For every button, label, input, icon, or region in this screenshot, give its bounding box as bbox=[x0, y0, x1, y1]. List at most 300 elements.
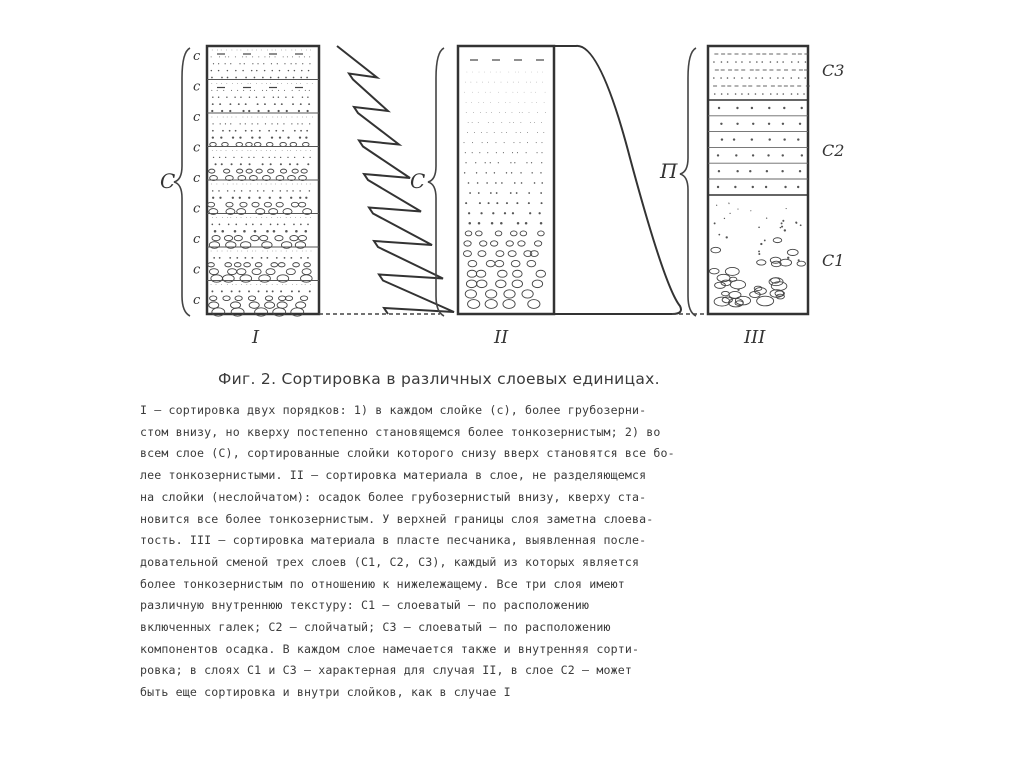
grain bbox=[506, 172, 507, 173]
grain bbox=[271, 123, 272, 124]
grain bbox=[721, 61, 723, 63]
grain bbox=[752, 186, 754, 188]
grain bbox=[306, 117, 307, 118]
grain bbox=[741, 61, 743, 63]
grain bbox=[263, 63, 264, 64]
grain bbox=[257, 123, 258, 124]
grain bbox=[241, 217, 242, 218]
grain bbox=[261, 217, 262, 218]
grain bbox=[293, 77, 295, 79]
grain bbox=[221, 284, 222, 285]
grain bbox=[306, 130, 308, 132]
grain bbox=[301, 70, 302, 71]
grain bbox=[735, 61, 737, 63]
grain bbox=[211, 110, 213, 112]
grain bbox=[248, 290, 250, 292]
grain bbox=[232, 150, 233, 151]
grain bbox=[261, 257, 263, 259]
grain bbox=[487, 142, 488, 143]
grain bbox=[291, 83, 292, 84]
grain bbox=[488, 202, 490, 204]
pebble bbox=[787, 249, 798, 255]
grain bbox=[241, 251, 242, 252]
grain bbox=[231, 117, 232, 118]
grain bbox=[513, 82, 514, 83]
grain bbox=[285, 77, 287, 79]
grain bbox=[221, 110, 223, 112]
grain bbox=[251, 136, 253, 138]
grain bbox=[513, 270, 523, 277]
grain bbox=[308, 103, 310, 105]
grain bbox=[292, 50, 293, 51]
grain bbox=[307, 257, 309, 259]
grain bbox=[804, 77, 806, 79]
grain bbox=[275, 50, 276, 51]
grain bbox=[295, 230, 298, 233]
grain bbox=[714, 93, 716, 95]
grain bbox=[787, 257, 789, 259]
grain bbox=[537, 72, 538, 73]
grain bbox=[277, 275, 289, 282]
grain bbox=[243, 117, 244, 118]
grain bbox=[225, 56, 226, 57]
grain bbox=[287, 56, 288, 57]
grain bbox=[266, 150, 267, 151]
grain bbox=[240, 202, 247, 207]
grain bbox=[226, 97, 227, 98]
grain bbox=[309, 190, 311, 192]
grain bbox=[782, 220, 784, 222]
pebble bbox=[757, 296, 774, 306]
grain bbox=[514, 182, 516, 184]
grain bbox=[264, 56, 265, 57]
grain bbox=[231, 163, 233, 165]
grain bbox=[755, 93, 757, 95]
grain bbox=[219, 224, 221, 226]
grain bbox=[782, 123, 784, 125]
grain bbox=[522, 290, 533, 298]
grain bbox=[491, 222, 494, 225]
grain bbox=[257, 110, 259, 112]
grain bbox=[481, 132, 482, 133]
grain bbox=[267, 110, 269, 112]
grain bbox=[306, 251, 307, 252]
grain bbox=[471, 82, 472, 83]
grain bbox=[266, 90, 267, 91]
grain bbox=[217, 184, 218, 185]
grain bbox=[464, 241, 471, 246]
grain bbox=[768, 107, 770, 109]
grain bbox=[214, 230, 217, 233]
grain bbox=[801, 107, 803, 109]
grain bbox=[487, 152, 488, 153]
grain bbox=[212, 150, 213, 151]
column-II-bed-letter: С bbox=[410, 169, 426, 193]
grain bbox=[495, 142, 496, 143]
grain bbox=[791, 93, 793, 95]
grain bbox=[766, 170, 768, 172]
grain bbox=[230, 63, 231, 64]
grain bbox=[727, 93, 729, 95]
grain bbox=[782, 77, 784, 79]
grain bbox=[223, 296, 230, 301]
grain bbox=[270, 83, 271, 84]
grain bbox=[295, 63, 296, 64]
grain bbox=[217, 90, 218, 91]
grain bbox=[491, 112, 492, 113]
grain bbox=[248, 150, 249, 151]
pebble bbox=[797, 261, 805, 266]
grain bbox=[484, 72, 485, 73]
grain bbox=[244, 63, 245, 64]
grain bbox=[250, 217, 251, 218]
grain bbox=[236, 284, 237, 285]
grain bbox=[280, 157, 281, 158]
grain bbox=[216, 150, 217, 151]
grain bbox=[248, 157, 249, 158]
grain bbox=[222, 217, 223, 218]
grain bbox=[257, 63, 258, 64]
grain bbox=[477, 82, 478, 83]
grain bbox=[541, 182, 543, 184]
grain bbox=[266, 269, 275, 275]
grain bbox=[290, 257, 292, 259]
grain bbox=[227, 251, 228, 252]
grain bbox=[237, 150, 238, 151]
grain bbox=[527, 142, 528, 143]
grain bbox=[465, 162, 466, 163]
grain bbox=[242, 184, 243, 185]
grain bbox=[278, 90, 279, 91]
grain bbox=[478, 192, 480, 194]
grain bbox=[211, 90, 212, 91]
grain bbox=[296, 150, 297, 151]
grain bbox=[504, 142, 505, 143]
grain bbox=[211, 70, 212, 71]
grain bbox=[235, 56, 236, 57]
grain bbox=[777, 61, 779, 63]
grain bbox=[783, 138, 785, 140]
grain bbox=[299, 190, 301, 192]
grain bbox=[265, 302, 275, 308]
grain bbox=[227, 70, 228, 71]
grain bbox=[727, 61, 729, 63]
grain bbox=[248, 83, 249, 84]
grain bbox=[729, 213, 730, 214]
grain bbox=[281, 103, 283, 105]
grain bbox=[272, 284, 273, 285]
grain bbox=[309, 123, 310, 124]
grain bbox=[232, 83, 233, 84]
grain bbox=[513, 142, 514, 143]
column-I-brace bbox=[174, 48, 190, 316]
grain bbox=[286, 184, 287, 185]
grain bbox=[780, 227, 781, 228]
grain bbox=[237, 169, 243, 173]
grain bbox=[249, 163, 251, 165]
grain bbox=[250, 284, 251, 285]
pebble bbox=[757, 260, 766, 265]
grain bbox=[541, 142, 542, 143]
grain bbox=[229, 130, 231, 132]
column-I-bed-letter: С bbox=[160, 169, 176, 193]
grain bbox=[284, 224, 286, 226]
grain bbox=[294, 157, 295, 158]
pebble bbox=[725, 267, 739, 275]
grain bbox=[501, 182, 503, 184]
grain bbox=[736, 107, 738, 109]
grain bbox=[215, 163, 217, 165]
grain bbox=[782, 61, 784, 63]
grain bbox=[492, 212, 494, 214]
grain bbox=[512, 212, 514, 214]
grain bbox=[770, 93, 772, 95]
grain bbox=[306, 217, 307, 218]
grain bbox=[302, 117, 303, 118]
grain bbox=[264, 103, 266, 105]
grain bbox=[219, 197, 221, 199]
grain bbox=[480, 241, 487, 246]
grain bbox=[468, 212, 470, 214]
grain bbox=[530, 82, 531, 83]
grain bbox=[233, 184, 234, 185]
grain bbox=[306, 77, 308, 79]
grain bbox=[223, 90, 224, 91]
grain bbox=[208, 263, 215, 267]
grain bbox=[527, 260, 536, 266]
grain bbox=[269, 56, 270, 57]
grain bbox=[544, 102, 545, 103]
grain bbox=[486, 182, 488, 184]
grain bbox=[246, 284, 247, 285]
grain bbox=[300, 296, 307, 301]
grain bbox=[482, 82, 483, 83]
grain bbox=[230, 217, 231, 218]
grain bbox=[495, 182, 497, 184]
grain bbox=[234, 190, 236, 192]
grain bbox=[241, 190, 243, 192]
grain bbox=[260, 224, 262, 226]
grain bbox=[242, 150, 243, 151]
grain bbox=[798, 61, 800, 63]
grain bbox=[479, 72, 480, 73]
grain bbox=[301, 169, 307, 173]
grain bbox=[281, 50, 282, 51]
grain bbox=[756, 61, 758, 63]
caption-line: стом внизу, но кверху постепенно становящемся более тонкозернистым; 2) во bbox=[140, 424, 661, 439]
grain bbox=[478, 122, 479, 123]
grain bbox=[235, 224, 237, 226]
grain bbox=[261, 150, 262, 151]
grain bbox=[213, 157, 214, 158]
grain bbox=[213, 63, 214, 64]
grain bbox=[536, 270, 546, 277]
grain bbox=[488, 122, 489, 123]
grain bbox=[295, 217, 296, 218]
grain bbox=[240, 163, 242, 165]
grain bbox=[309, 157, 310, 158]
grain bbox=[306, 50, 307, 51]
grain bbox=[222, 251, 223, 252]
grain bbox=[293, 263, 300, 267]
grain bbox=[469, 192, 471, 194]
grain bbox=[499, 112, 500, 113]
grain bbox=[720, 77, 722, 79]
grain bbox=[249, 190, 251, 192]
grain bbox=[258, 290, 260, 292]
grain bbox=[516, 192, 518, 194]
grain bbox=[277, 302, 287, 308]
grain bbox=[303, 157, 304, 158]
grain bbox=[474, 132, 475, 133]
grain bbox=[749, 77, 751, 79]
grain bbox=[211, 224, 213, 226]
grain bbox=[272, 190, 274, 192]
grain bbox=[225, 157, 226, 158]
grain bbox=[721, 93, 723, 95]
grain bbox=[226, 83, 227, 84]
grain bbox=[531, 92, 532, 93]
grain bbox=[210, 142, 216, 146]
column-II-brace bbox=[428, 48, 444, 316]
grain bbox=[291, 123, 292, 124]
grain bbox=[274, 103, 276, 105]
grain bbox=[518, 72, 519, 73]
column-I-lamina-letter: с bbox=[193, 140, 201, 156]
pebble bbox=[780, 259, 792, 266]
grain bbox=[271, 217, 272, 218]
grain bbox=[748, 93, 750, 95]
grain bbox=[781, 222, 783, 224]
grain bbox=[267, 50, 268, 51]
grain bbox=[240, 97, 241, 98]
grain bbox=[525, 72, 526, 73]
grain bbox=[298, 236, 306, 241]
grain bbox=[275, 56, 276, 57]
grain bbox=[257, 117, 258, 118]
grain bbox=[507, 82, 508, 83]
grain bbox=[306, 150, 307, 151]
grain bbox=[755, 77, 757, 79]
grain bbox=[280, 290, 282, 292]
grain bbox=[300, 83, 301, 84]
caption-line: на слойки (неслойчатом): осадок более грубозернистый внизу, кверху ста- bbox=[140, 489, 647, 504]
grain bbox=[261, 184, 262, 185]
grain bbox=[465, 202, 467, 204]
grain bbox=[252, 251, 253, 252]
grain bbox=[506, 241, 513, 246]
grain bbox=[272, 70, 273, 71]
grain bbox=[216, 83, 217, 84]
grain bbox=[534, 182, 536, 184]
grain bbox=[292, 56, 293, 57]
grain bbox=[210, 296, 217, 301]
grain bbox=[207, 202, 214, 207]
grain bbox=[254, 90, 255, 91]
grain bbox=[498, 102, 499, 103]
grain bbox=[310, 284, 311, 285]
grain bbox=[496, 280, 506, 288]
grain bbox=[543, 132, 544, 133]
caption-line: лее тонкозернистыми. II — сортировка материала в слое, не разделяющемся bbox=[140, 468, 647, 483]
grain bbox=[292, 90, 293, 91]
grain bbox=[762, 93, 764, 95]
grain bbox=[211, 284, 212, 285]
grain bbox=[290, 142, 296, 146]
grain bbox=[270, 224, 272, 226]
grain bbox=[283, 123, 284, 124]
grain bbox=[286, 251, 287, 252]
grain bbox=[254, 77, 256, 79]
pebble bbox=[754, 288, 766, 295]
grain bbox=[237, 83, 238, 84]
grain bbox=[249, 97, 250, 98]
grain bbox=[286, 269, 295, 275]
grain bbox=[478, 102, 479, 103]
column-III-layer-label: С1 bbox=[822, 251, 845, 270]
grain bbox=[291, 202, 298, 207]
grain bbox=[475, 162, 476, 163]
grain bbox=[219, 103, 221, 105]
grain bbox=[277, 284, 278, 285]
grain bbox=[216, 284, 217, 285]
grain bbox=[472, 152, 473, 153]
grain bbox=[749, 61, 751, 63]
grain bbox=[467, 72, 468, 73]
grain bbox=[248, 197, 250, 199]
grain bbox=[241, 83, 242, 84]
column-III-brace bbox=[680, 48, 696, 316]
grain bbox=[718, 170, 720, 172]
grain bbox=[218, 97, 219, 98]
grain bbox=[237, 251, 238, 252]
grain bbox=[749, 170, 751, 172]
grain bbox=[255, 263, 262, 267]
grain bbox=[267, 251, 268, 252]
grain bbox=[505, 112, 506, 113]
grain bbox=[515, 72, 516, 73]
grain bbox=[291, 63, 292, 64]
grain bbox=[221, 163, 223, 165]
grain bbox=[464, 92, 465, 93]
grain bbox=[212, 197, 214, 199]
grain bbox=[727, 77, 729, 79]
column-II-frame bbox=[458, 46, 554, 314]
grain bbox=[525, 102, 526, 103]
grain bbox=[260, 236, 268, 241]
grain bbox=[493, 122, 494, 123]
grain bbox=[276, 257, 278, 259]
grain bbox=[236, 117, 237, 118]
grain bbox=[249, 302, 259, 308]
caption-line: более тонкозернистым по отношению к нижележащему. Все три слоя имеют bbox=[140, 576, 625, 591]
grain bbox=[516, 202, 518, 204]
grain bbox=[776, 93, 778, 95]
grain bbox=[501, 122, 502, 123]
grain bbox=[506, 92, 507, 93]
grain bbox=[534, 122, 535, 123]
grain bbox=[466, 112, 467, 113]
grain bbox=[526, 162, 527, 163]
grain bbox=[494, 82, 495, 83]
grain bbox=[495, 260, 504, 266]
pebble bbox=[754, 286, 762, 290]
grain bbox=[293, 224, 295, 226]
grain bbox=[517, 92, 518, 93]
grain bbox=[258, 56, 259, 57]
grain bbox=[300, 217, 301, 218]
grain bbox=[256, 97, 257, 98]
